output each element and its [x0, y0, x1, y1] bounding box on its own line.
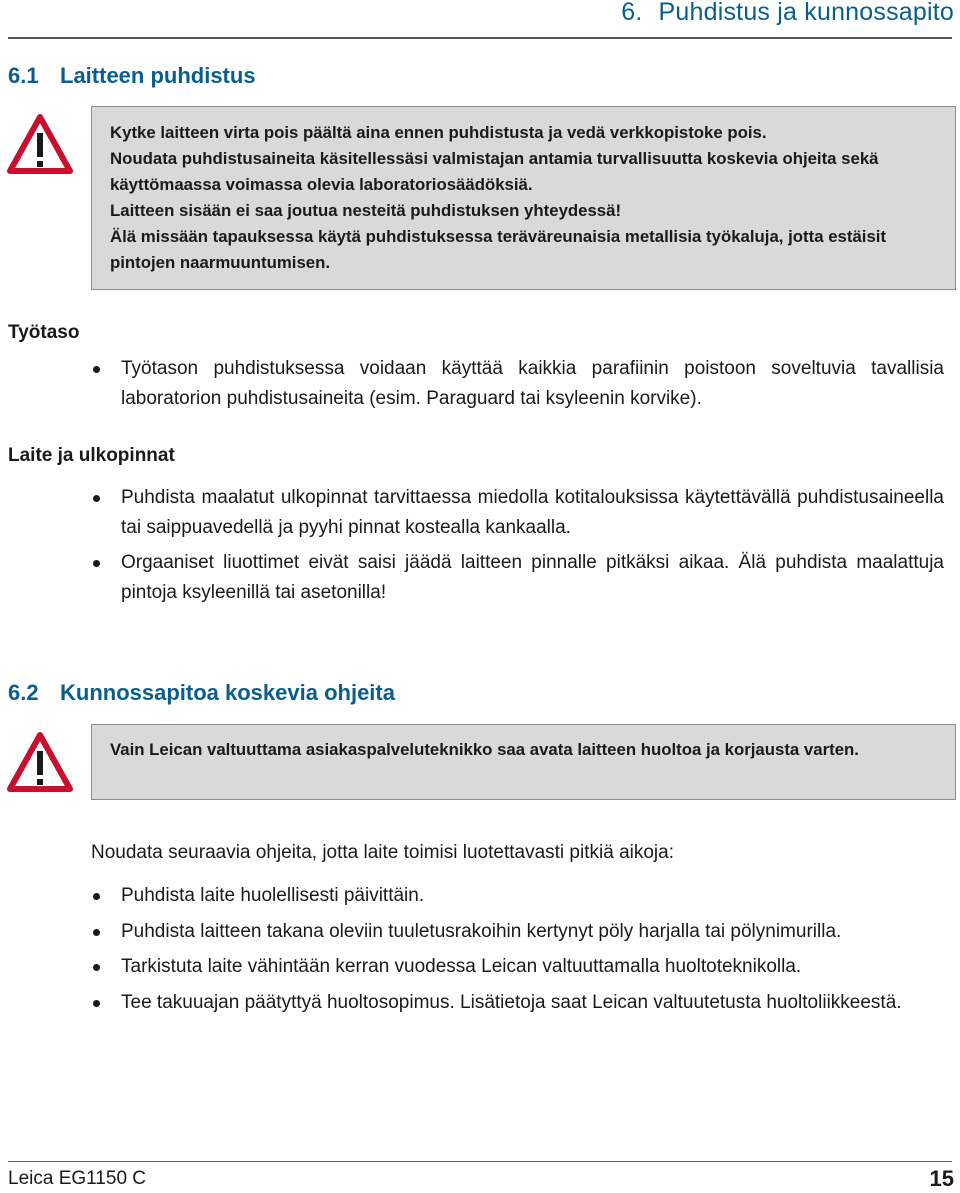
- list-item: Puhdista laitteen takana oleviin tuuletusrakoihin kertynyt pöly harjalla tai pölynimurilla.: [91, 917, 944, 947]
- list-item: Tee takuuajan päätyttyä huoltosopimus. Lisätietoja saat Leican valtuutetusta huoltoliikkeestä.: [91, 988, 944, 1018]
- warning-triangle-icon: [6, 113, 74, 175]
- warning-triangle-icon: [6, 731, 74, 793]
- exterior-list-container: [91, 483, 944, 613]
- warning-line: Älä missään tapauksessa käytä puhdistuksessa teräväreunaisia metallisia työkaluja, jotta estäisit pintojen naarmuuntumisen.: [110, 227, 887, 272]
- list-item: Puhdista laite huolellisesti päivittäin.: [91, 881, 944, 911]
- list-item: Orgaaniset liuottimet eivät saisi jäädä laitteen pinnalle pitkäksi aikaa. Älä puhdista maalattuja pintoja ksyleenillä tai asetonilla!: [91, 548, 944, 607]
- list-item: Työtason puhdistuksessa voidaan käyttää kaikkia parafiinin poistoon soveltuvia tavallisia laboratorion puhdistusaineita (esim. Paraguard tai ksyleenin korvike).: [91, 354, 944, 413]
- warning-box-cleaning: [91, 106, 956, 290]
- exterior-label: Laite ja ulkopinnat: [8, 445, 175, 466]
- section-heading-6-2: [8, 680, 395, 706]
- section-number: 6.2: [8, 680, 39, 705]
- warning-line: Noudata puhdistusaineita käsitellessäsi valmistajan antamia turvallisuutta koskevia ohjeita sekä käyttömaassa voimassa olevia laboratoriosäädöksiä.: [110, 149, 879, 194]
- list-item: Tarkistuta laite vähintään kerran vuodessa Leican valtuuttamalla huoltoteknikolla.: [91, 952, 944, 982]
- footer-rule: [8, 1161, 952, 1162]
- worktop-label: Työtaso: [8, 322, 80, 343]
- footer-product: Leica EG1150 C: [8, 1168, 147, 1189]
- maintenance-intro: Noudata seuraavia ohjeita, jotta laite toimisi luotettavasti pitkiä aikoja:: [91, 842, 674, 863]
- worktop-list-container: [91, 354, 944, 419]
- header-rule: [8, 37, 952, 39]
- list-item: Puhdista maalatut ulkopinnat tarvittaessa miedolla kotitalouksissa käytettävällä puhdistusaineella tai saippuavedellä ja pyyhi pinnat kostealla kankaalla.: [91, 483, 944, 542]
- warning-box-maintenance: [91, 724, 956, 800]
- chapter-title: [621, 0, 954, 27]
- warning-line: Kytke laitteen virta pois päältä aina ennen puhdistusta ja vedä verkkopistoke pois.: [110, 123, 767, 142]
- page-number: 15: [929, 1166, 954, 1191]
- warning-line: Laitteen sisään ei saa joutua nesteitä puhdistuksen yhteydessä!: [110, 201, 622, 220]
- section-number: 6.1: [8, 63, 39, 88]
- worktop-list: [91, 354, 944, 413]
- section-heading-6-1: [8, 63, 256, 89]
- maintenance-list: [91, 881, 944, 1017]
- maintenance-list-container: [91, 881, 944, 1023]
- chapter-title-text: Puhdistus ja kunnossapito: [658, 0, 954, 26]
- section-title: Laitteen puhdistus: [60, 63, 256, 88]
- section-title: Kunnossapitoa koskevia ohjeita: [60, 680, 395, 705]
- chapter-number: 6.: [621, 0, 643, 26]
- exterior-list: [91, 483, 944, 607]
- warning-text: Vain Leican valtuuttama asiakaspalveluteknikko saa avata laitteen huoltoa ja korjausta varten.: [110, 740, 859, 759]
